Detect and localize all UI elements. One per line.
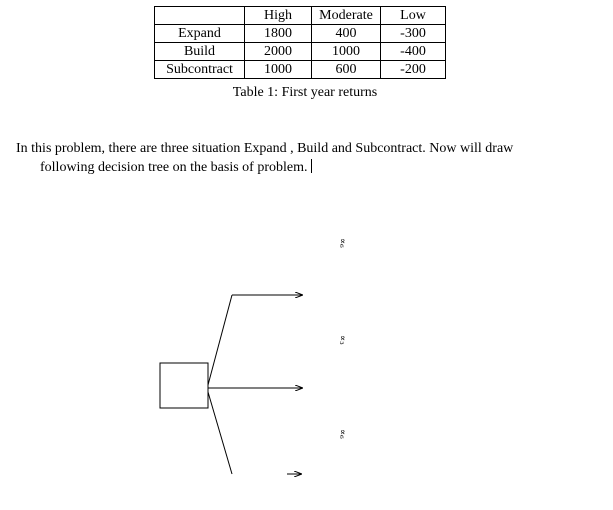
- header-cell-high: High: [245, 7, 312, 25]
- paragraph-line-2-text: following decision tree on the basis of problem.: [40, 160, 308, 175]
- table-caption: Table 1: First year returns: [232, 85, 378, 100]
- cell-subcontract-high: 1000: [245, 61, 312, 79]
- cell-subcontract-moderate: 600: [312, 61, 381, 79]
- row-label-build: Build: [155, 43, 245, 61]
- branch-glyph-top: ∝₆: [337, 238, 347, 248]
- branch-glyph-middle: ∝₃: [337, 335, 347, 345]
- cell-expand-low: -300: [381, 25, 446, 43]
- paragraph-line-1: In this problem, there are three situation Expand , Build and Subcontract. Now will draw: [16, 141, 514, 156]
- branch-line-upper: [208, 295, 232, 385]
- branch-line-lower: [208, 392, 232, 474]
- row-label-expand: Expand: [155, 25, 245, 43]
- decision-node-square[interactable]: [160, 363, 208, 408]
- cell-subcontract-low: -200: [381, 61, 446, 79]
- cell-build-high: 2000: [245, 43, 312, 61]
- cell-expand-high: 1800: [245, 25, 312, 43]
- branch-glyph-bottom: ∝₆: [337, 429, 347, 439]
- cell-build-low: -400: [381, 43, 446, 61]
- header-cell-moderate: Moderate: [312, 7, 381, 25]
- cell-build-moderate: 1000: [312, 43, 381, 61]
- header-cell-low: Low: [381, 7, 446, 25]
- row-label-subcontract: Subcontract: [155, 61, 245, 79]
- cell-expand-moderate: 400: [312, 25, 381, 43]
